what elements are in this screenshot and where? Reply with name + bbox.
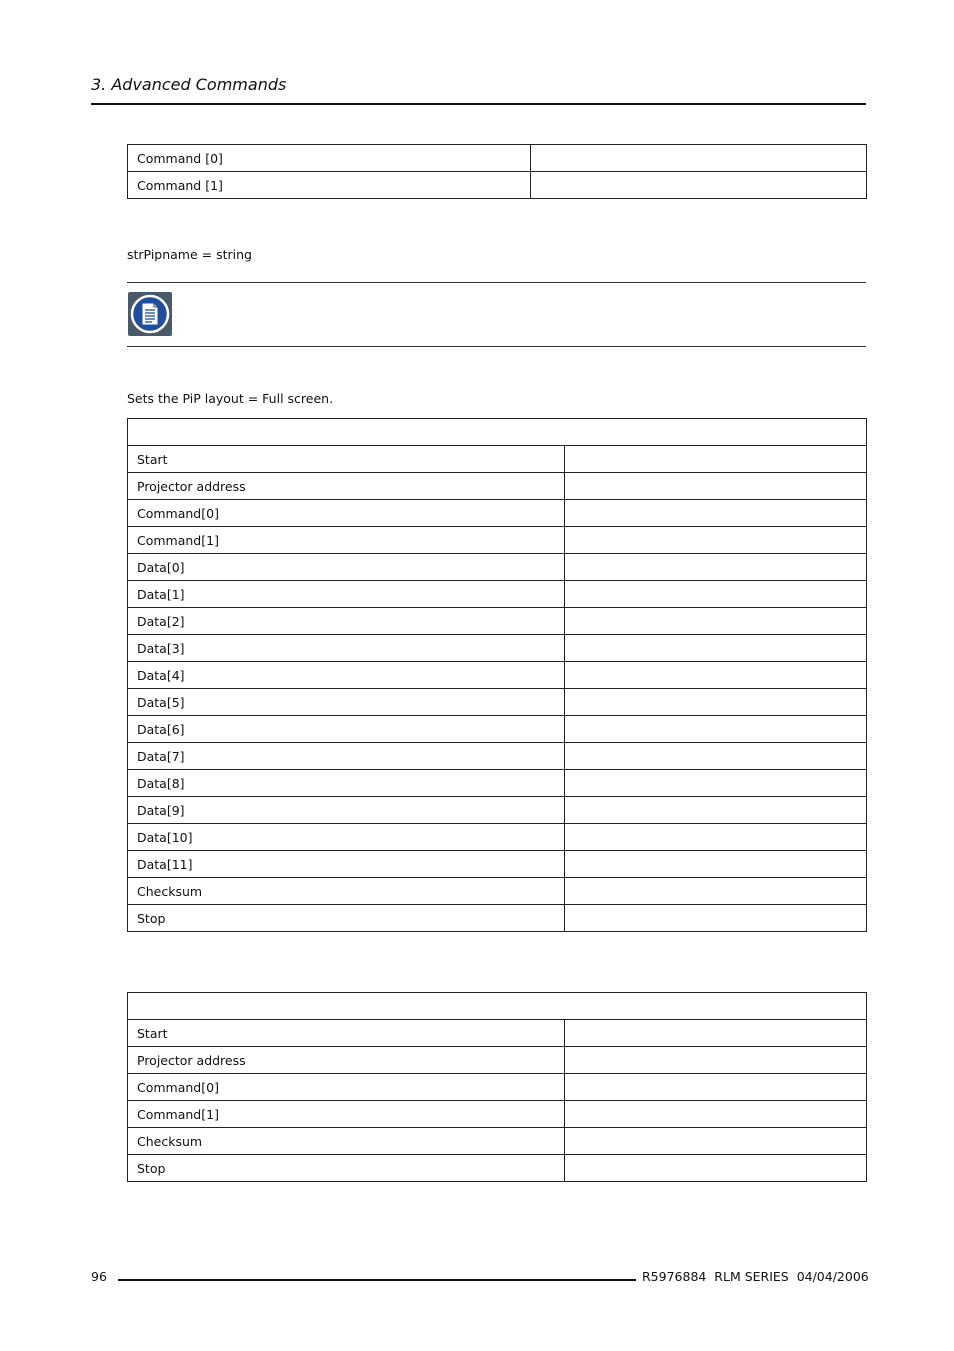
document-reference: R5976884 RLM SERIES 04/04/2006 [642, 1269, 869, 1284]
row-value [565, 635, 867, 662]
row-label: Data[1] [128, 581, 565, 608]
row-label: Stop [128, 1155, 565, 1182]
table-row [128, 770, 867, 797]
table-row [128, 824, 867, 851]
reply-data-table [127, 992, 867, 1182]
table-row [128, 1101, 867, 1128]
table-row [128, 743, 867, 770]
row-label: Data[5] [128, 689, 565, 716]
table-row [128, 851, 867, 878]
row-label: Projector address [128, 473, 565, 500]
row-label: Data[11] [128, 851, 565, 878]
row-value [565, 797, 867, 824]
row-label: Data[10] [128, 824, 565, 851]
row-value [565, 878, 867, 905]
table-row [128, 1128, 867, 1155]
table-row [128, 797, 867, 824]
table-row [128, 145, 867, 172]
table-row [128, 878, 867, 905]
command-table [127, 144, 867, 199]
table-row [128, 1074, 867, 1101]
row-value [531, 145, 867, 172]
note-document-icon [128, 292, 172, 336]
description-text: Sets the PiP layout = Full screen. [127, 391, 334, 406]
row-value [565, 1074, 867, 1101]
row-value [565, 1155, 867, 1182]
table-header-cell [128, 993, 867, 1020]
row-label: Command[1] [128, 1101, 565, 1128]
table-row [128, 527, 867, 554]
row-label: Projector address [128, 1047, 565, 1074]
row-value [565, 581, 867, 608]
table-header-cell [128, 419, 867, 446]
row-label: Data[2] [128, 608, 565, 635]
row-value [531, 172, 867, 199]
parameter-line: strPipname = string [127, 247, 252, 262]
row-value [565, 851, 867, 878]
row-value [565, 527, 867, 554]
table-header-row [128, 419, 867, 446]
table-row [128, 554, 867, 581]
note-top-divider [127, 282, 866, 283]
row-value [565, 824, 867, 851]
table-row [128, 905, 867, 932]
row-label: Command [0] [128, 145, 531, 172]
row-label: Command[0] [128, 1074, 565, 1101]
table-row [128, 662, 867, 689]
row-value [565, 446, 867, 473]
row-label: Data[0] [128, 554, 565, 581]
row-value [565, 689, 867, 716]
row-label: Command[1] [128, 527, 565, 554]
table-row [128, 1047, 867, 1074]
page-number: 96 [91, 1269, 107, 1284]
row-value [565, 473, 867, 500]
row-label: Command[0] [128, 500, 565, 527]
row-value [565, 1128, 867, 1155]
row-label: Data[4] [128, 662, 565, 689]
table-row [128, 716, 867, 743]
table-header-row [128, 993, 867, 1020]
row-label: Start [128, 446, 565, 473]
footer-divider [118, 1279, 636, 1281]
row-label: Data[9] [128, 797, 565, 824]
row-value [565, 662, 867, 689]
table-row [128, 608, 867, 635]
table-row [128, 500, 867, 527]
row-value [565, 500, 867, 527]
row-label: Data[7] [128, 743, 565, 770]
row-label: Checksum [128, 1128, 565, 1155]
page-header-title: 3. Advanced Commands [91, 75, 287, 94]
row-label: Data[3] [128, 635, 565, 662]
row-value [565, 1020, 867, 1047]
row-label: Data[6] [128, 716, 565, 743]
row-label: Data[8] [128, 770, 565, 797]
table-row [128, 689, 867, 716]
table-row [128, 1155, 867, 1182]
row-value [565, 1047, 867, 1074]
table-row [128, 581, 867, 608]
table-row [128, 1020, 867, 1047]
send-data-table [127, 418, 867, 932]
row-value [565, 770, 867, 797]
row-value [565, 905, 867, 932]
table-row [128, 446, 867, 473]
row-value [565, 554, 867, 581]
row-value [565, 743, 867, 770]
row-label: Checksum [128, 878, 565, 905]
note-bottom-divider [127, 346, 866, 347]
header-divider [91, 103, 866, 105]
row-label: Stop [128, 905, 565, 932]
row-value [565, 608, 867, 635]
row-value [565, 1101, 867, 1128]
row-label: Start [128, 1020, 565, 1047]
table-row [128, 635, 867, 662]
table-row [128, 473, 867, 500]
table-row [128, 172, 867, 199]
row-label: Command [1] [128, 172, 531, 199]
row-value [565, 716, 867, 743]
